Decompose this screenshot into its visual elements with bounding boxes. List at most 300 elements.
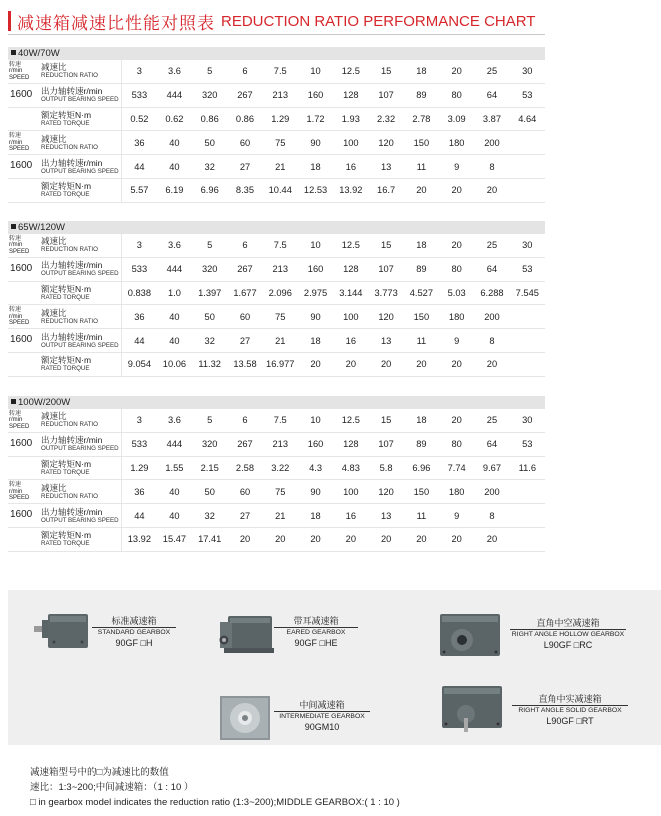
input-speed-value: 1600 bbox=[8, 83, 41, 107]
table-cell: 1.72 bbox=[298, 107, 333, 131]
table-cell: 32 bbox=[192, 504, 227, 528]
table-cell: 3.6 bbox=[157, 234, 192, 257]
table-cell: 75 bbox=[263, 480, 298, 504]
gearbox-panel bbox=[8, 590, 661, 745]
input-speed-value: 1600 bbox=[8, 432, 41, 456]
table-cell: 80 bbox=[439, 432, 474, 456]
table-cell: 200 bbox=[474, 131, 509, 155]
gearbox-right-angle-hollow-model: L90GF □RC bbox=[543, 640, 593, 650]
table-cell: 0.86 bbox=[192, 107, 227, 131]
table-cell: 150 bbox=[404, 305, 439, 329]
row-label-en: REDUCTION RATIO bbox=[41, 421, 98, 429]
table-cell: 89 bbox=[404, 257, 439, 281]
gearbox-standard-image bbox=[34, 612, 96, 652]
row-label-cn: 减速比 bbox=[41, 482, 67, 493]
table-cell: 200 bbox=[474, 305, 509, 329]
notes bbox=[30, 765, 400, 810]
row-label-en: OUTPUT BEARING SPEED bbox=[41, 516, 119, 524]
table-cell: 1.93 bbox=[333, 107, 368, 131]
table-cell: 3 bbox=[122, 409, 157, 432]
table-cell: 30 bbox=[510, 60, 545, 83]
table-cell: 180 bbox=[439, 131, 474, 155]
table-cell: 6.288 bbox=[474, 281, 509, 305]
table-cell: 160 bbox=[298, 83, 333, 107]
table-cell: 21 bbox=[263, 155, 298, 179]
table-cell: 5.03 bbox=[439, 281, 474, 305]
table-cell: 0.62 bbox=[157, 107, 192, 131]
table-cell: 16.7 bbox=[368, 178, 403, 202]
table-cell: 160 bbox=[298, 432, 333, 456]
table-cell: 320 bbox=[192, 432, 227, 456]
speed-en: SPEED bbox=[9, 319, 30, 326]
rated-torque-row bbox=[8, 527, 545, 551]
table-cell: 50 bbox=[192, 305, 227, 329]
table-cell: 17.41 bbox=[192, 527, 227, 551]
table-cell: 20 bbox=[474, 527, 509, 551]
table-cell bbox=[510, 352, 545, 376]
row-label bbox=[41, 305, 122, 329]
table-cell: 32 bbox=[192, 155, 227, 179]
section-0 bbox=[8, 47, 545, 203]
table-cell: 36 bbox=[122, 131, 157, 155]
square-bullet-icon bbox=[11, 399, 16, 404]
output-speed-row bbox=[8, 257, 545, 281]
table-cell: 2.32 bbox=[368, 107, 403, 131]
gearbox-eared-cn: 带耳减速箱 bbox=[293, 616, 339, 626]
row-label-en: RATED TORQUE bbox=[41, 540, 90, 548]
table-cell: 20 bbox=[333, 352, 368, 376]
ratio-table bbox=[8, 409, 545, 552]
reduction-ratio-row bbox=[8, 131, 545, 155]
table-cell: 128 bbox=[333, 257, 368, 281]
table-cell: 20 bbox=[263, 527, 298, 551]
table-cell: 18 bbox=[404, 409, 439, 432]
square-bullet-icon bbox=[11, 224, 16, 229]
table-cell: 6 bbox=[227, 409, 262, 432]
table-cell: 533 bbox=[122, 432, 157, 456]
reduction-ratio-row bbox=[8, 305, 545, 329]
row-label-en: OUTPUT BEARING SPEED bbox=[41, 270, 119, 278]
gearbox-right-angle-solid-model: L90GF □RT bbox=[546, 716, 594, 726]
table-cell: 21 bbox=[263, 329, 298, 353]
table-cell: 20 bbox=[333, 527, 368, 551]
table-cell: 50 bbox=[192, 131, 227, 155]
reduction-ratio-row bbox=[8, 480, 545, 504]
title-english: REDUCTION RATIO PERFORMANCE CHART bbox=[221, 12, 536, 30]
row-label bbox=[41, 131, 122, 155]
table-cell: 20 bbox=[439, 409, 474, 432]
note-line-2: 速比：1:3~200;中间减速箱：（1 : 10 ） bbox=[30, 782, 194, 793]
row-label-en: REDUCTION RATIO bbox=[41, 143, 98, 151]
row-label-en: REDUCTION RATIO bbox=[41, 72, 98, 80]
table-cell: 7.5 bbox=[263, 409, 298, 432]
output-speed-row bbox=[8, 432, 545, 456]
table-cell: 40 bbox=[157, 329, 192, 353]
chart-title bbox=[8, 10, 535, 32]
table-cell: 2.58 bbox=[227, 456, 262, 480]
table-cell: 53 bbox=[510, 83, 545, 107]
row-label-cn: 出力轴转速r/min bbox=[41, 506, 103, 517]
speed-unit: r/min bbox=[9, 313, 23, 320]
row-label-cn: 减速比 bbox=[41, 62, 67, 73]
table-cell bbox=[510, 329, 545, 353]
speed-unit-label bbox=[8, 305, 41, 329]
row-label-cn: 出力轴转速r/min bbox=[41, 86, 103, 97]
table-cell: 90 bbox=[298, 131, 333, 155]
row-label-cn: 出力轴转速r/min bbox=[41, 331, 103, 342]
table-cell: 36 bbox=[122, 305, 157, 329]
table-cell: 9 bbox=[439, 155, 474, 179]
speed-cn: 转速 bbox=[9, 410, 22, 417]
row-label-cn: 额定转矩N·m bbox=[41, 109, 92, 120]
table-cell: 1.677 bbox=[227, 281, 262, 305]
table-cell: 5.57 bbox=[122, 178, 157, 202]
table-cell: 8 bbox=[474, 504, 509, 528]
output-speed-row bbox=[8, 83, 545, 107]
table-cell: 7.5 bbox=[263, 234, 298, 257]
table-cell: 128 bbox=[333, 432, 368, 456]
row-label-en: REDUCTION RATIO bbox=[41, 246, 98, 254]
row-label-cn: 出力轴转速r/min bbox=[41, 435, 103, 446]
row-label-en: OUTPUT BEARING SPEED bbox=[41, 96, 119, 104]
table-cell bbox=[510, 480, 545, 504]
row-label-en: REDUCTION RATIO bbox=[41, 317, 98, 325]
table-cell bbox=[510, 527, 545, 551]
table-cell: 2.975 bbox=[298, 281, 333, 305]
table-cell: 20 bbox=[404, 527, 439, 551]
rated-torque-row bbox=[8, 178, 545, 202]
gearbox-right-angle-solid-image bbox=[438, 680, 508, 736]
table-cell: 20 bbox=[474, 178, 509, 202]
table-cell: 40 bbox=[157, 131, 192, 155]
table-cell: 5 bbox=[192, 234, 227, 257]
speed-spacer bbox=[8, 527, 41, 551]
table-cell: 75 bbox=[263, 131, 298, 155]
table-cell: 20 bbox=[227, 527, 262, 551]
table-cell: 1.29 bbox=[122, 456, 157, 480]
table-cell: 6 bbox=[227, 234, 262, 257]
table-cell: 0.86 bbox=[227, 107, 262, 131]
table-cell: 100 bbox=[333, 131, 368, 155]
speed-unit: r/min bbox=[9, 488, 23, 495]
input-speed-value: 1600 bbox=[8, 155, 41, 179]
gearbox-intermediate-model: 90GM10 bbox=[304, 722, 340, 732]
row-label bbox=[41, 527, 122, 551]
table-cell: 25 bbox=[474, 234, 509, 257]
table-cell: 7.545 bbox=[510, 281, 545, 305]
table-cell: 9 bbox=[439, 504, 474, 528]
speed-unit: r/min bbox=[9, 139, 23, 146]
table-cell: 80 bbox=[439, 257, 474, 281]
table-cell: 44 bbox=[122, 504, 157, 528]
row-label-en: RATED TORQUE bbox=[41, 365, 90, 373]
table-cell: 20 bbox=[368, 527, 403, 551]
table-cell: 36 bbox=[122, 480, 157, 504]
table-cell: 11 bbox=[404, 155, 439, 179]
output-speed-row bbox=[8, 504, 545, 528]
row-label-en: RATED TORQUE bbox=[41, 293, 90, 301]
table-cell: 18 bbox=[298, 329, 333, 353]
table-cell: 6.19 bbox=[157, 178, 192, 202]
gearbox-right-angle-hollow-label bbox=[510, 618, 626, 651]
table-cell: 5 bbox=[192, 409, 227, 432]
table-cell: 27 bbox=[227, 155, 262, 179]
speed-en: SPEED bbox=[9, 248, 30, 255]
table-cell: 13.92 bbox=[122, 527, 157, 551]
table-cell: 25 bbox=[474, 409, 509, 432]
section-header bbox=[8, 396, 545, 409]
table-cell: 16 bbox=[333, 155, 368, 179]
speed-en: SPEED bbox=[9, 494, 30, 501]
speed-unit: r/min bbox=[9, 417, 23, 424]
table-cell: 120 bbox=[368, 480, 403, 504]
title-chinese: 减速箱减速比性能对照表 bbox=[17, 13, 215, 33]
table-cell: 128 bbox=[333, 83, 368, 107]
row-label bbox=[41, 257, 122, 281]
row-label-cn: 额定转矩N·m bbox=[41, 181, 92, 192]
table-cell: 15 bbox=[368, 409, 403, 432]
table-cell: 5.8 bbox=[368, 456, 403, 480]
table-cell: 213 bbox=[263, 432, 298, 456]
table-cell: 64 bbox=[474, 432, 509, 456]
table-cell: 50 bbox=[192, 480, 227, 504]
section-power-label: 65W/120W bbox=[18, 222, 65, 233]
speed-cn: 转速 bbox=[9, 307, 22, 314]
table-cell: 107 bbox=[368, 257, 403, 281]
table-cell: 10.06 bbox=[157, 352, 192, 376]
table-cell: 53 bbox=[510, 432, 545, 456]
table-cell: 150 bbox=[404, 480, 439, 504]
table-cell: 20 bbox=[474, 352, 509, 376]
table-cell: 3.22 bbox=[263, 456, 298, 480]
speed-en: SPEED bbox=[9, 74, 30, 81]
row-label-cn: 额定转矩N·m bbox=[41, 530, 92, 541]
section-2 bbox=[8, 396, 545, 552]
table-cell: 3.144 bbox=[333, 281, 368, 305]
table-cell: 30 bbox=[510, 234, 545, 257]
speed-en: SPEED bbox=[9, 145, 30, 152]
speed-unit-label bbox=[8, 480, 41, 504]
table-cell: 13 bbox=[368, 155, 403, 179]
speed-cn: 转速 bbox=[9, 482, 22, 489]
gearbox-right-angle-solid-cn: 直角中实减速箱 bbox=[538, 694, 602, 704]
table-cell: 16 bbox=[333, 329, 368, 353]
table-cell: 0.52 bbox=[122, 107, 157, 131]
table-cell: 13.58 bbox=[227, 352, 262, 376]
table-cell: 15 bbox=[368, 234, 403, 257]
table-cell: 13 bbox=[368, 504, 403, 528]
table-cell: 1.0 bbox=[157, 281, 192, 305]
row-label-cn: 减速比 bbox=[41, 307, 67, 318]
input-speed-value: 1600 bbox=[8, 257, 41, 281]
gearbox-right-angle-hollow-image bbox=[436, 608, 506, 660]
table-cell: 18 bbox=[404, 60, 439, 83]
table-cell: 11.32 bbox=[192, 352, 227, 376]
table-cell: 15.47 bbox=[157, 527, 192, 551]
table-cell: 20 bbox=[404, 352, 439, 376]
gearbox-eared-image bbox=[214, 612, 280, 658]
table-cell: 20 bbox=[368, 352, 403, 376]
input-speed-value: 1600 bbox=[8, 329, 41, 353]
table-cell: 18 bbox=[404, 234, 439, 257]
rated-torque-row bbox=[8, 352, 545, 376]
section-power-label: 100W/200W bbox=[18, 397, 71, 408]
gearbox-intermediate-en: INTERMEDIATE GEARBOX bbox=[274, 711, 370, 721]
speed-spacer bbox=[8, 107, 41, 131]
table-cell: 40 bbox=[157, 305, 192, 329]
table-cell: 18 bbox=[298, 155, 333, 179]
table-cell: 3 bbox=[122, 60, 157, 83]
row-label bbox=[41, 504, 122, 528]
table-cell: 107 bbox=[368, 83, 403, 107]
square-bullet-icon bbox=[11, 50, 16, 55]
title-divider bbox=[8, 34, 545, 35]
table-cell: 21 bbox=[263, 504, 298, 528]
note-line-1: 减速箱型号中的□为减速比的数值 bbox=[30, 767, 169, 778]
table-cell: 80 bbox=[439, 83, 474, 107]
table-cell: 3.6 bbox=[157, 60, 192, 83]
rated-torque-row bbox=[8, 107, 545, 131]
gearbox-standard-en: STANDARD GEARBOX bbox=[92, 627, 176, 637]
table-cell: 20 bbox=[439, 178, 474, 202]
section-header bbox=[8, 221, 545, 234]
row-label-cn: 额定转矩N·m bbox=[41, 458, 92, 469]
table-cell: 107 bbox=[368, 432, 403, 456]
table-cell bbox=[510, 305, 545, 329]
row-label bbox=[41, 409, 122, 432]
gearbox-eared-label bbox=[274, 616, 358, 649]
speed-spacer bbox=[8, 456, 41, 480]
table-cell: 60 bbox=[227, 131, 262, 155]
table-cell: 20 bbox=[439, 60, 474, 83]
table-cell: 60 bbox=[227, 480, 262, 504]
table-cell: 27 bbox=[227, 329, 262, 353]
speed-unit-label bbox=[8, 131, 41, 155]
table-cell: 1.55 bbox=[157, 456, 192, 480]
gearbox-right-angle-hollow-cn: 直角中空减速箱 bbox=[536, 618, 600, 628]
row-label-cn: 减速比 bbox=[41, 411, 67, 422]
output-speed-row bbox=[8, 329, 545, 353]
speed-spacer bbox=[8, 281, 41, 305]
table-cell: 44 bbox=[122, 329, 157, 353]
table-cell: 89 bbox=[404, 83, 439, 107]
table-cell: 27 bbox=[227, 504, 262, 528]
row-label-en: RATED TORQUE bbox=[41, 119, 90, 127]
speed-en: SPEED bbox=[9, 423, 30, 430]
row-label bbox=[41, 456, 122, 480]
table-cell: 3.09 bbox=[439, 107, 474, 131]
table-cell: 6.96 bbox=[404, 456, 439, 480]
gearbox-right-angle-hollow-en: RIGHT ANGLE HOLLOW GEARBOX bbox=[511, 631, 625, 638]
table-cell: 7.5 bbox=[263, 60, 298, 83]
table-cell: 267 bbox=[227, 83, 262, 107]
table-cell: 7.74 bbox=[439, 456, 474, 480]
table-cell: 3 bbox=[122, 234, 157, 257]
table-cell: 1.397 bbox=[192, 281, 227, 305]
row-label bbox=[41, 329, 122, 353]
table-cell: 12.5 bbox=[333, 60, 368, 83]
table-cell: 16.977 bbox=[263, 352, 298, 376]
table-cell: 20 bbox=[298, 352, 333, 376]
row-label bbox=[41, 155, 122, 179]
row-label-en: RATED TORQUE bbox=[41, 468, 90, 476]
table-cell: 13 bbox=[368, 329, 403, 353]
table-cell: 40 bbox=[157, 504, 192, 528]
speed-unit-label bbox=[8, 60, 41, 83]
table-cell: 8 bbox=[474, 155, 509, 179]
gearbox-intermediate-image bbox=[216, 692, 274, 742]
table-cell: 11 bbox=[404, 329, 439, 353]
reduction-ratio-row bbox=[8, 234, 545, 257]
row-label bbox=[41, 352, 122, 376]
table-cell: 2.15 bbox=[192, 456, 227, 480]
section-1 bbox=[8, 221, 545, 377]
table-cell: 100 bbox=[333, 480, 368, 504]
table-cell: 444 bbox=[157, 83, 192, 107]
row-label-en: OUTPUT BEARING SPEED bbox=[41, 341, 119, 349]
table-cell: 533 bbox=[122, 83, 157, 107]
table-cell: 267 bbox=[227, 432, 262, 456]
table-cell: 3.87 bbox=[474, 107, 509, 131]
table-cell: 320 bbox=[192, 83, 227, 107]
row-label-cn: 额定转矩N·m bbox=[41, 283, 92, 294]
table-cell: 30 bbox=[510, 409, 545, 432]
table-cell: 10.44 bbox=[263, 178, 298, 202]
table-cell: 160 bbox=[298, 257, 333, 281]
gearbox-eared-model: 90GF □HE bbox=[294, 638, 338, 648]
row-label bbox=[41, 234, 122, 257]
table-cell: 32 bbox=[192, 329, 227, 353]
rated-torque-row bbox=[8, 456, 545, 480]
table-cell: 20 bbox=[439, 234, 474, 257]
table-cell: 4.64 bbox=[510, 107, 545, 131]
table-cell: 100 bbox=[333, 305, 368, 329]
row-label bbox=[41, 83, 122, 107]
table-cell: 20 bbox=[439, 527, 474, 551]
table-cell: 4.3 bbox=[298, 456, 333, 480]
table-cell: 120 bbox=[368, 305, 403, 329]
row-label-cn: 出力轴转速r/min bbox=[41, 157, 103, 168]
row-label-en: OUTPUT BEARING SPEED bbox=[41, 445, 119, 453]
table-cell: 11 bbox=[404, 504, 439, 528]
speed-unit-label bbox=[8, 409, 41, 432]
ratio-table bbox=[8, 234, 545, 377]
table-cell: 2.78 bbox=[404, 107, 439, 131]
table-cell: 10 bbox=[298, 60, 333, 83]
speed-cn: 转速 bbox=[9, 133, 22, 140]
table-cell: 20 bbox=[439, 352, 474, 376]
table-cell: 53 bbox=[510, 257, 545, 281]
table-cell: 2.096 bbox=[263, 281, 298, 305]
gearbox-intermediate-cn: 中间减速箱 bbox=[299, 700, 345, 710]
table-cell: 320 bbox=[192, 257, 227, 281]
table-cell: 8.35 bbox=[227, 178, 262, 202]
table-cell: 12.5 bbox=[333, 234, 368, 257]
speed-unit: r/min bbox=[9, 242, 23, 249]
note-line-3: □ in gearbox model indicates the reduction ratio (1:3~200);MIDDLE GEARBOX:( 1 : 10 ) bbox=[30, 797, 400, 808]
table-cell: 64 bbox=[474, 257, 509, 281]
table-cell: 9.67 bbox=[474, 456, 509, 480]
table-cell: 90 bbox=[298, 305, 333, 329]
table-cell: 12.5 bbox=[333, 409, 368, 432]
reduction-ratio-row bbox=[8, 60, 545, 83]
table-cell: 444 bbox=[157, 432, 192, 456]
section-header bbox=[8, 47, 545, 60]
row-label-cn: 额定转矩N·m bbox=[41, 355, 92, 366]
title-accent-bar bbox=[8, 11, 11, 31]
row-label-en: RATED TORQUE bbox=[41, 191, 90, 199]
table-cell: 64 bbox=[474, 83, 509, 107]
